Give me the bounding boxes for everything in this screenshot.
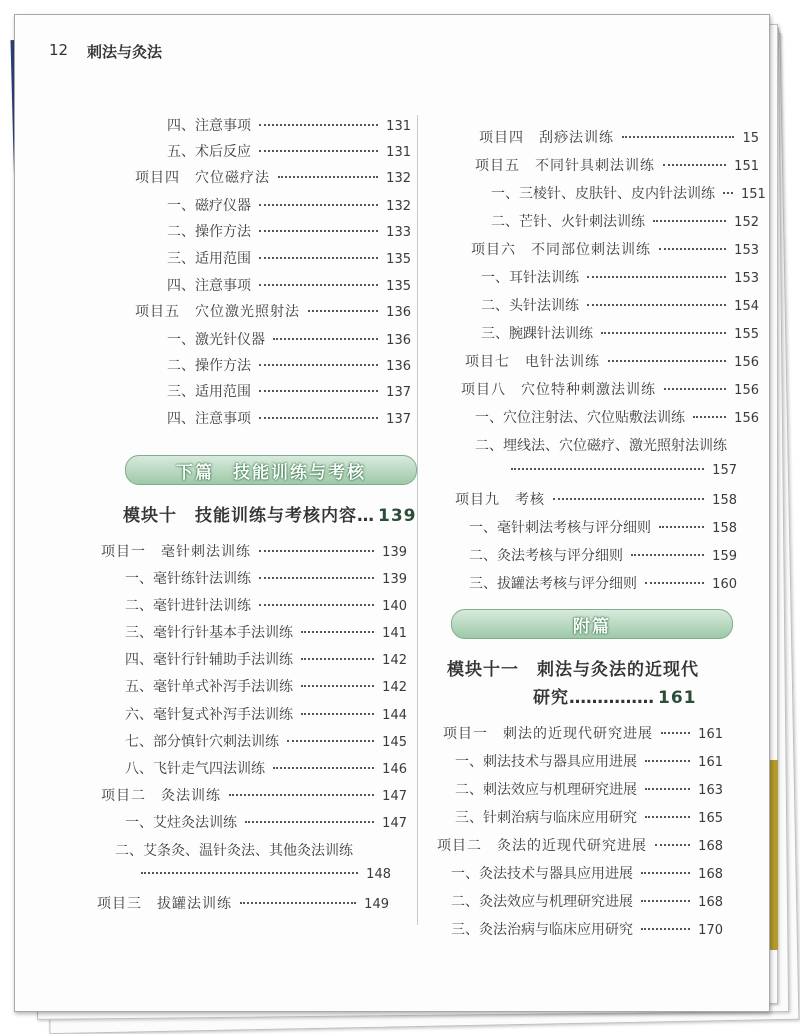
toc-entry-page: 144: [382, 708, 407, 723]
toc-entry-page: 170: [698, 923, 723, 938]
toc-entry-title: 二、灸法效应与机理研究进展: [451, 894, 633, 910]
toc-entry-page: 165: [698, 811, 723, 826]
toc-entry-title: 七、部分慎针穴刺法训练: [125, 734, 279, 750]
leader-dots: [653, 220, 726, 222]
toc-entry-page: 137: [386, 385, 411, 400]
toc-entry-title: 二、芒针、火针刺法训练: [491, 214, 645, 230]
toc-entry: [451, 919, 723, 939]
toc-entry: [455, 751, 723, 771]
toc-entry: [167, 408, 411, 428]
toc-entry: [455, 779, 723, 799]
toc-entry-title: 五、术后反应: [167, 144, 251, 160]
toc-entry-title: 项目二 灸法的近现代研究进展: [437, 838, 647, 854]
toc-entry-page: 161: [698, 727, 723, 742]
toc-entry-page: 136: [386, 359, 411, 374]
leader-dots: [287, 740, 374, 742]
leader-dots: [259, 284, 378, 286]
toc-entry-title: 三、拔罐法考核与评分细则: [469, 576, 637, 592]
toc-entry-page: 163: [698, 783, 723, 798]
toc-entry: [167, 141, 411, 161]
toc-entry-page: 135: [386, 279, 411, 294]
toc-entry: [461, 379, 759, 399]
toc-entry-page: 154: [734, 299, 759, 314]
leader-dots: [259, 550, 374, 552]
toc-entry-title: 二、灸法考核与评分细则: [469, 548, 623, 564]
toc-entry: [475, 435, 727, 455]
toc-entry-title: 二、头针法训练: [481, 298, 579, 314]
toc-entry-title: 项目五 不同针具刺法训练: [475, 158, 655, 174]
toc-entry-page: 149: [364, 897, 389, 912]
toc-entry: [167, 381, 411, 401]
toc-entry-title: 一、穴位注射法、穴位贴敷法训练: [475, 410, 685, 426]
toc-entry: [125, 622, 407, 642]
toc-entry-title: 项目五 穴位激光照射法: [135, 304, 300, 320]
toc-entry: [167, 355, 411, 375]
toc-entry: [167, 329, 411, 349]
toc-entry-title: 一、三棱针、皮肤针、皮内针法训练: [491, 186, 715, 202]
toc-entry: [451, 863, 723, 883]
leader-dots: [587, 276, 726, 278]
toc-entry: [481, 295, 759, 315]
leader-dots: [659, 248, 726, 250]
leader-dots: [663, 164, 726, 166]
toc-entry-page: 131: [386, 145, 411, 160]
toc-entry: [167, 221, 411, 241]
toc-entry-title: 三、针刺治病与临床应用研究: [455, 810, 637, 826]
module-page: 161: [658, 688, 697, 708]
toc-entry-title: 项目八 穴位特种刺激法训练: [461, 382, 656, 398]
leader-dots: [553, 498, 704, 500]
page-number: 12: [49, 41, 69, 59]
toc-entry-page: 147: [382, 789, 407, 804]
toc-entry-title: 项目一 毫针刺法训练: [101, 544, 251, 560]
section-banner-appendix: 附篇: [451, 609, 733, 639]
toc-entry-page: 132: [386, 171, 411, 186]
toc-entry: [125, 568, 407, 588]
column-divider: [417, 115, 418, 925]
toc-entry-title: 五、毫针单式补泻手法训练: [125, 679, 293, 695]
toc-entry-page: 155: [734, 327, 759, 342]
toc-entry-title: 一、磁疗仪器: [167, 198, 251, 214]
toc-entry-title: 三、适用范围: [167, 251, 251, 267]
leader-dots: [631, 554, 704, 556]
toc-entry-title: 三、毫针行针基本手法训练: [125, 625, 293, 641]
leader-dots: [259, 257, 378, 259]
toc-entry-title: 二、艾条灸、温针灸法、其他灸法训练: [115, 843, 353, 859]
toc-entry: [481, 323, 759, 343]
toc-entry-title: 六、毫针复式补泻手法训练: [125, 707, 293, 723]
leader-dots: [645, 816, 690, 818]
toc-entry: [469, 545, 737, 565]
toc-entry-page: 152: [734, 215, 759, 230]
toc-entry-title: 项目一 刺法的近现代研究进展: [443, 726, 653, 742]
leader-dots: [661, 732, 690, 734]
leader-dots: [655, 844, 690, 846]
toc-entry: [135, 167, 411, 187]
toc-entry-title: 一、毫针练针法训练: [125, 571, 251, 587]
toc-entry-page: 151: [734, 159, 759, 174]
toc-entry: [125, 704, 407, 724]
toc-entry: [167, 115, 411, 135]
leader-dots: [641, 928, 690, 930]
toc-entry-page: 136: [386, 333, 411, 348]
toc-entry-title: 一、毫针刺法考核与评分细则: [469, 520, 651, 536]
toc-entry: [479, 127, 759, 147]
toc-entry-title: 三、灸法治病与临床应用研究: [451, 922, 633, 938]
toc-entry-page: 142: [382, 680, 407, 695]
leader-dots: [278, 176, 378, 178]
leader-dots: [273, 767, 374, 769]
leader-dots: [664, 388, 726, 390]
toc-entry-title: 一、激光针仪器: [167, 332, 265, 348]
leader-dots: [587, 304, 726, 306]
module-page: 139: [378, 506, 417, 526]
toc-entry-page: 15: [742, 131, 759, 146]
toc-entry-continuation: [141, 867, 391, 882]
leader-dots: [511, 468, 704, 470]
leader-dots: [259, 364, 378, 366]
toc-entry-title: 二、操作方法: [167, 224, 251, 240]
toc-entry: [167, 248, 411, 268]
leader-dots: [641, 900, 690, 902]
toc-entry: [469, 517, 737, 537]
running-title: 刺法与灸法: [87, 43, 163, 61]
toc-entry-title: 二、刺法效应与机理研究进展: [455, 782, 637, 798]
toc-entry-page: 146: [382, 762, 407, 777]
toc-entry: [491, 183, 766, 203]
toc-entry-title: 四、注意事项: [167, 118, 251, 134]
module-heading-continuation: [533, 683, 697, 708]
toc-entry: [167, 195, 411, 215]
toc-entry: [125, 758, 407, 778]
toc-entry-page: 139: [382, 572, 407, 587]
toc-entry-title: 二、毫针进针法训练: [125, 598, 251, 614]
toc-entry-title: 项目九 考核: [455, 492, 545, 508]
toc-entry-page: 159: [712, 549, 737, 564]
leader-dots: [693, 416, 726, 418]
leader-dots: [645, 760, 690, 762]
leader-dots: ……………: [569, 688, 654, 708]
toc-entry-title: 一、灸法技术与器具应用进展: [451, 866, 633, 882]
toc-entry-page: 141: [382, 626, 407, 641]
toc-entry: [125, 812, 407, 832]
leader-dots: [308, 310, 378, 312]
toc-entry-title: 四、注意事项: [167, 278, 251, 294]
leader-dots: [301, 631, 374, 633]
module-heading: 模块十一 刺法与灸法的近现代: [447, 660, 699, 680]
toc-entry: [465, 351, 759, 371]
toc-entry: [125, 731, 407, 751]
leader-dots: [259, 230, 378, 232]
leader-dots: [229, 794, 374, 796]
toc-entry-title: 二、埋线法、穴位磁疗、激光照射法训练: [475, 438, 727, 454]
toc-entry: [125, 649, 407, 669]
toc-entry-page: 131: [386, 119, 411, 134]
toc-entry: [97, 893, 389, 913]
toc-entry-page: 140: [382, 599, 407, 614]
toc-entry-page: 139: [382, 545, 407, 560]
leader-dots: [141, 872, 358, 874]
leader-dots: [259, 204, 378, 206]
toc-entry: [125, 676, 407, 696]
toc-entry: [475, 407, 759, 427]
leader-dots: [259, 150, 378, 152]
toc-entry-continuation: [511, 463, 737, 478]
leader-dots: [622, 136, 734, 138]
toc-entry-title: 项目三 拔罐法训练: [97, 896, 232, 912]
leader-dots: [245, 821, 374, 823]
toc-entry-title: 一、刺法技术与器具应用进展: [455, 754, 637, 770]
toc-entry-page: 147: [382, 816, 407, 831]
toc-entry-page: 160: [712, 577, 737, 592]
toc-entry-page: 157: [712, 463, 737, 478]
toc-entry-title: 项目七 电针法训练: [465, 354, 600, 370]
toc-entry: [101, 541, 407, 561]
toc-entry: [481, 267, 759, 287]
toc-entry-title: 四、毫针行针辅助手法训练: [125, 652, 293, 668]
toc-entry-title: 项目二 灸法训练: [101, 788, 221, 804]
toc-entry: [443, 723, 723, 743]
toc-entry-title: 一、艾炷灸法训练: [125, 815, 237, 831]
toc-entry-page: 161: [698, 755, 723, 770]
leader-dots: [645, 582, 704, 584]
leader-dots: [240, 902, 356, 904]
toc-entry-page: 132: [386, 199, 411, 214]
toc-entry-title: 二、操作方法: [167, 358, 251, 374]
toc-entry-title: 八、飞针走气四法训练: [125, 761, 265, 777]
toc-entry-title: 项目六 不同部位刺法训练: [471, 242, 651, 258]
toc-entry-page: 158: [712, 521, 737, 536]
leader-dots: [259, 390, 378, 392]
leader-dots: [301, 658, 374, 660]
toc-entry: [455, 807, 723, 827]
toc-entry-page: 153: [734, 243, 759, 258]
toc-entry-title: 四、注意事项: [167, 411, 251, 427]
toc-entry-title: 项目四 穴位磁疗法: [135, 170, 270, 186]
leader-dots: [301, 685, 374, 687]
toc-entry: [475, 155, 759, 175]
toc-entry: [491, 211, 759, 231]
toc-entry: [437, 835, 723, 855]
toc-entry-title: 三、腕踝针法训练: [481, 326, 593, 342]
toc-entry: [455, 489, 737, 509]
toc-entry-title: 三、适用范围: [167, 384, 251, 400]
leader-dots: [608, 360, 726, 362]
leader-dots: [601, 332, 726, 334]
toc-entry-page: 151: [741, 187, 766, 202]
toc-entry: [471, 239, 759, 259]
toc-entry: [101, 785, 407, 805]
toc-entry: [115, 840, 353, 860]
leader-dots: [259, 577, 374, 579]
toc-entry-page: 168: [698, 895, 723, 910]
leader-dots: [259, 124, 378, 126]
toc-entry: [125, 595, 407, 615]
toc-entry-title: 一、耳针法训练: [481, 270, 579, 286]
toc-entry-page: 133: [386, 225, 411, 240]
toc-entry-page: 153: [734, 271, 759, 286]
leader-dots: [641, 872, 690, 874]
leader-dots: [301, 713, 374, 715]
toc-entry-page: 156: [734, 411, 759, 426]
module-title: 研究: [533, 688, 569, 708]
toc-entry-title: 项目四 刮痧法训练: [479, 130, 614, 146]
leader-dots: [645, 788, 690, 790]
toc-entry-page: 156: [734, 383, 759, 398]
toc-entry-page: 168: [698, 839, 723, 854]
module-heading: [123, 501, 417, 526]
toc-entry-page: 142: [382, 653, 407, 668]
toc-entry: [167, 275, 411, 295]
toc-entry-page: 145: [382, 735, 407, 750]
leader-dots: …: [357, 506, 374, 526]
leader-dots: [273, 338, 378, 340]
toc-entry-page: 136: [386, 305, 411, 320]
toc-page: [14, 14, 770, 1012]
toc-entry: [469, 573, 737, 593]
toc-entry-page: 168: [698, 867, 723, 882]
toc-entry: [451, 891, 723, 911]
toc-entry: [135, 301, 411, 321]
section-banner-lower: 下篇 技能训练与考核: [125, 455, 417, 485]
leader-dots: [259, 604, 374, 606]
leader-dots: [259, 417, 378, 419]
toc-entry-page: 156: [734, 355, 759, 370]
toc-entry-page: 158: [712, 493, 737, 508]
leader-dots: [723, 192, 733, 194]
toc-entry-page: 148: [366, 867, 391, 882]
module-title: 模块十 技能训练与考核内容: [123, 506, 357, 526]
leader-dots: [659, 526, 704, 528]
toc-entry-page: 137: [386, 412, 411, 427]
toc-entry-page: 135: [386, 252, 411, 267]
